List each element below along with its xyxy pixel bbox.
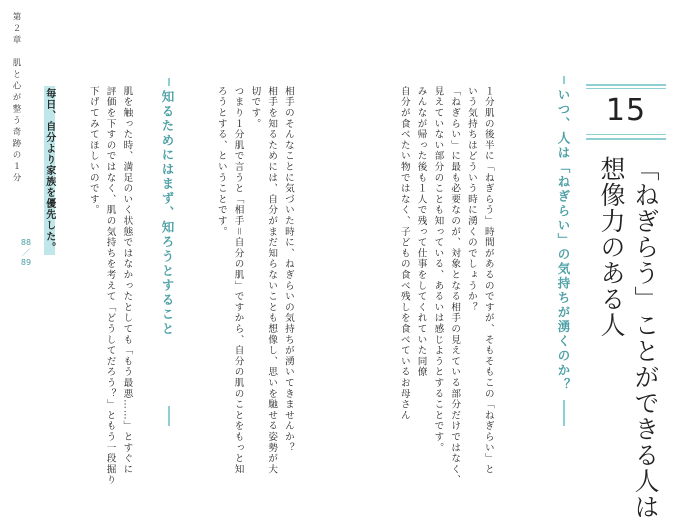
- section2-heading: 知るためにはまず、知ろうとすること: [160, 90, 175, 337]
- body-line: 切です。: [249, 86, 261, 130]
- body-line: １分肌の後半に「ねぎらう」時間があるのですが、そもそもこの「ねぎらい」と: [482, 86, 494, 475]
- body-line: 「ねぎらい」に最も必要なのが、対象となる相手の見えている部分だけではなく、: [449, 86, 461, 486]
- body-line: 下げてみてほしいのです。: [87, 86, 99, 216]
- chapter-title-line2: 想像力のある人: [597, 156, 626, 338]
- section1-heading: いつ、人は「ねぎらい」の気持ちが湧くのか？: [556, 88, 571, 393]
- body-line: つまり１分肌で言うと「相手＝自分の肌」ですから、自分の肌のことをもっと知: [232, 86, 244, 475]
- body-line: 評価を下すのではなく、肌の気持ちを考えて「どうしてだろう？」ともう一段掘り: [104, 86, 116, 486]
- subhead-accent-bottom: [168, 406, 170, 426]
- body-line: 見えていない部分のことも知っている、あるいは感じようとすることです。: [432, 86, 444, 454]
- chapter-rule-bottom: [586, 138, 666, 140]
- section1-continuation: [212, 86, 296, 475]
- highlighted-quote: [40, 86, 57, 255]
- body-line: ろうとする、ということです。: [215, 86, 227, 238]
- section1-body: [395, 86, 496, 486]
- section2-body: [84, 86, 134, 486]
- body-line: 相手のそんなことに気づいた時に、ねぎらいの気持ちが湧いてきませんか？: [282, 86, 294, 454]
- body-line: 相手を知るためには、自分がまだ知らないことも想像し、思いを馳せる姿勢が大: [266, 86, 278, 475]
- chapter-rule-bottom-thin: [586, 134, 666, 135]
- subhead-accent-top: [563, 76, 565, 84]
- body-line: いう気持ちはどういう時に湧くのでしょうか？: [465, 86, 477, 313]
- highlight-text: 毎日、自分より家族を優先した。: [43, 88, 55, 253]
- subhead-accent-top: [168, 78, 170, 86]
- page-number: [18, 238, 34, 268]
- chapter-rule-top: [586, 84, 666, 86]
- subhead-accent-bottom: [563, 400, 565, 426]
- chapter-title-line1: 「ねぎらう」ことができる人は: [631, 156, 660, 520]
- page-number-right: 89: [20, 258, 32, 267]
- page-number-left: 88: [20, 238, 32, 247]
- running-header: 第２章 肌と心が整う奇跡の１分: [11, 12, 21, 185]
- page-number-separator: ／: [22, 248, 30, 257]
- body-line: 自分が食べたい物ではなく、子どもの食べ残しを食べているお母さん: [398, 86, 410, 421]
- chapter-number: 15: [605, 93, 647, 128]
- chapter-rule-top-thin: [586, 88, 666, 89]
- body-line: みんなが帰った後も１人で残って仕事をしてくれていた同僚: [415, 86, 427, 378]
- body-line: 肌を触った時、満足のいく状態ではなかったとしても「もう最悪……」とすぐに: [121, 86, 133, 475]
